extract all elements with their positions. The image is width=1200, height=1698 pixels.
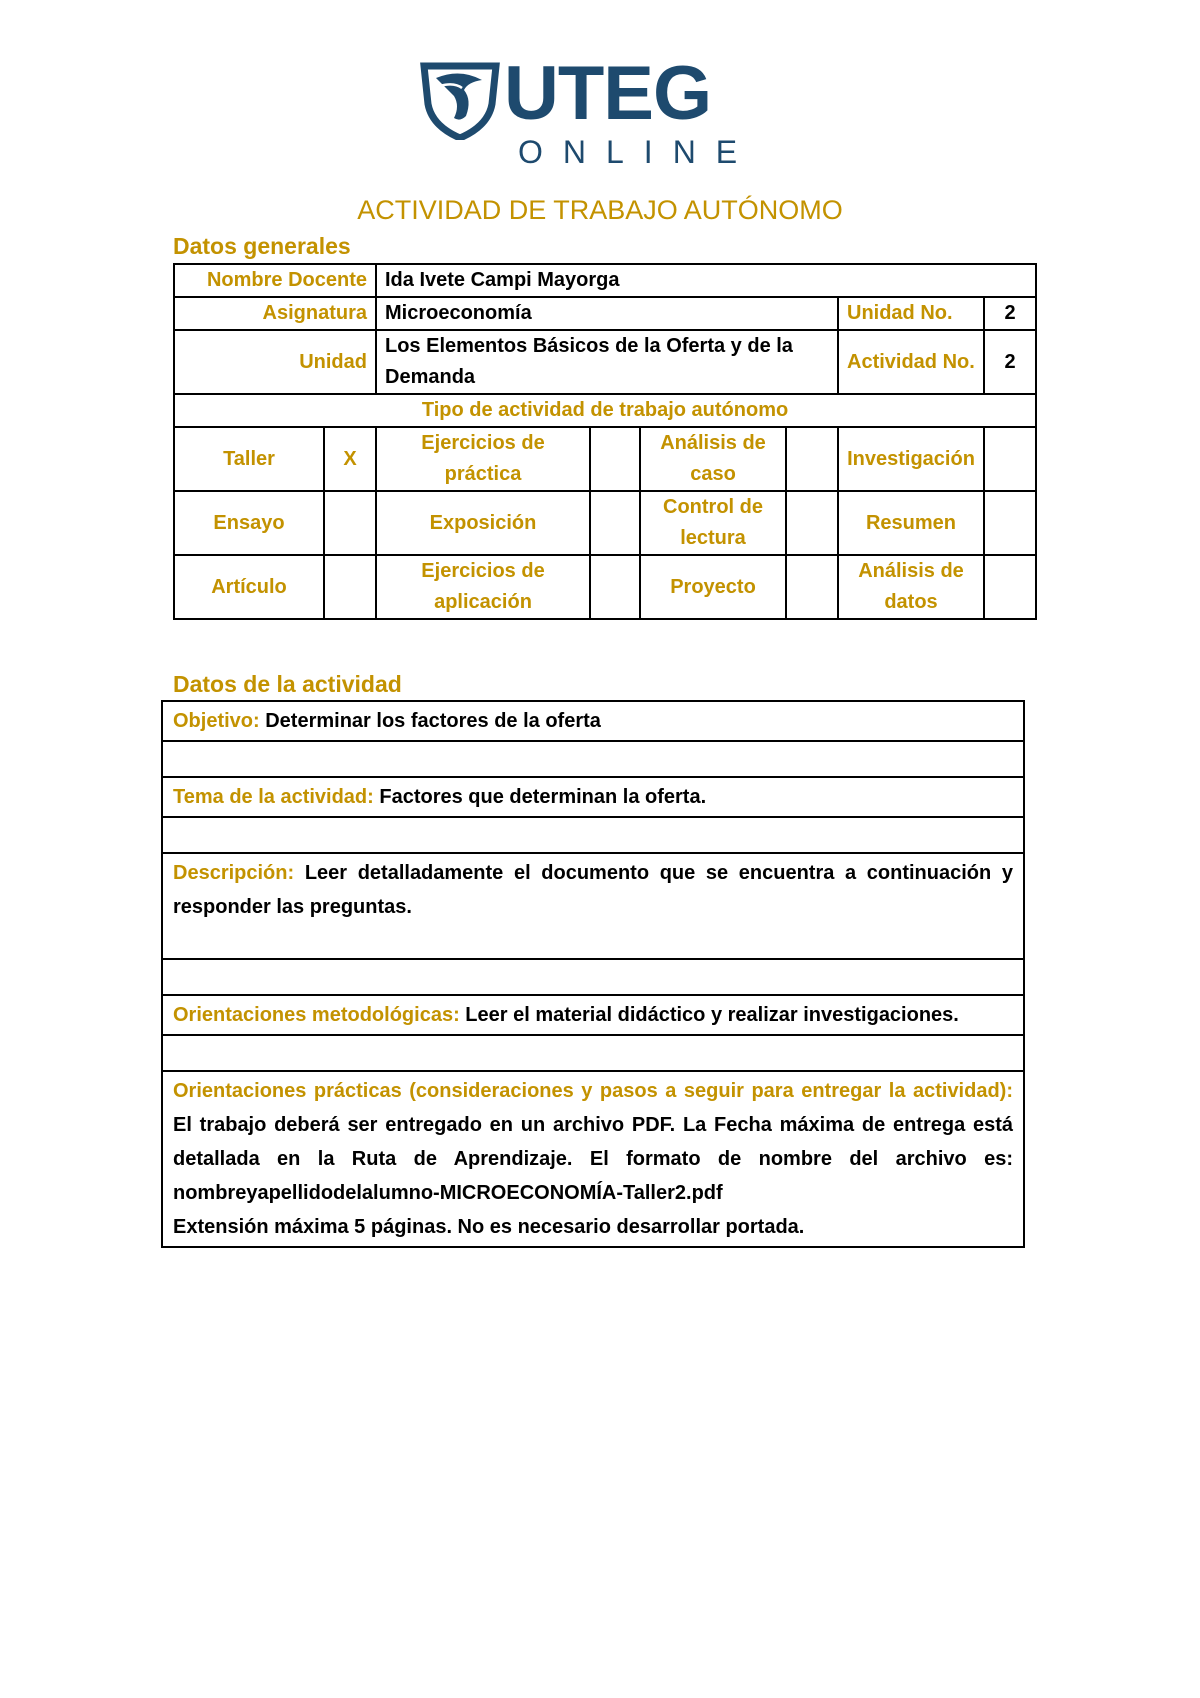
descripcion-label: Descripción:	[173, 862, 295, 884]
tipo-ejercicios-aplicacion-label: Ejercicios de aplicación	[376, 555, 590, 619]
general-heading: Datos generales	[173, 233, 351, 259]
tema-label: Tema de la actividad:	[173, 786, 374, 808]
tema-value: Factores que determinan la oferta.	[379, 786, 707, 808]
empty-row	[162, 817, 1024, 853]
table-row	[174, 491, 1036, 555]
document-title: ACTIVIDAD DE TRABAJO AUTÓNOMO	[357, 195, 843, 225]
table-row	[162, 777, 1024, 817]
descripcion-value: Leer detalladamente el documento que se encuentra a continuación y responder las preguntas.	[173, 862, 1013, 918]
objetivo-cell	[162, 701, 1024, 741]
tipo-ensayo-mark	[324, 491, 376, 555]
unidad-value: Los Elementos Básicos de la Oferta y de la Demanda	[376, 330, 838, 394]
table-row	[174, 555, 1036, 619]
tipo-analisis-caso-label: Análisis de caso	[640, 427, 786, 491]
practicas-value: El trabajo deberá ser entregado en un archivo PDF. La Fecha máxima de entrega está detallada en la Ruta de Aprendizaje. El formato de nombre del archivo es: nombreyapellidodelalumno-MICROECONOMÍA-Taller2.pdf	[173, 1114, 1013, 1204]
tipo-control-lectura-label: Control de lectura	[640, 491, 786, 555]
table-row	[174, 427, 1036, 491]
tipo-ejercicios-aplicacion-mark	[590, 555, 640, 619]
logo-sub-text: ONLINE	[518, 134, 758, 170]
empty-row	[162, 959, 1024, 995]
tipo-exposicion-label: Exposición	[376, 491, 590, 555]
tipo-proyecto-mark	[786, 555, 838, 619]
tipo-ejercicios-practica-label: Ejercicios de práctica	[376, 427, 590, 491]
metodologicas-value: Leer el material didáctico y realizar investigaciones.	[465, 1004, 959, 1026]
tipo-exposicion-mark	[590, 491, 640, 555]
table-row	[162, 741, 1024, 777]
docente-value: Ida Ivete Campi Mayorga	[376, 264, 1036, 297]
tipo-taller-label: Taller	[174, 427, 324, 491]
tipo-investigacion-mark	[984, 427, 1036, 491]
table-row	[174, 297, 1036, 330]
tipo-proyecto-label: Proyecto	[640, 555, 786, 619]
activity-data-table	[161, 700, 1025, 1248]
tipo-investigacion-label: Investigación	[838, 427, 984, 491]
tipo-ensayo-label: Ensayo	[174, 491, 324, 555]
practicas-extra: Extensión máxima 5 páginas. No es necesario desarrollar portada.	[173, 1216, 805, 1238]
empty-row	[162, 1035, 1024, 1071]
actividad-no-label: Actividad No.	[838, 330, 984, 394]
unidad-label: Unidad	[174, 330, 376, 394]
tipo-analisis-datos-label: Análisis de datos	[838, 555, 984, 619]
objetivo-label: Objetivo:	[173, 710, 260, 732]
descripcion-cell	[162, 853, 1024, 959]
tipo-control-lectura-mark	[786, 491, 838, 555]
table-row	[162, 1035, 1024, 1071]
tipo-analisis-datos-mark	[984, 555, 1036, 619]
tipo-taller-mark: X	[324, 427, 376, 491]
table-row	[174, 394, 1036, 427]
tipo-articulo-label: Artículo	[174, 555, 324, 619]
unidad-no-label: Unidad No.	[838, 297, 984, 330]
table-row	[162, 959, 1024, 995]
objetivo-value: Determinar los factores de la oferta	[265, 710, 601, 732]
asignatura-label: Asignatura	[174, 297, 376, 330]
tipo-resumen-mark	[984, 491, 1036, 555]
actividad-no-value: 2	[984, 330, 1036, 394]
docente-label: Nombre Docente	[174, 264, 376, 297]
shield-eagle-icon	[420, 60, 500, 140]
table-row	[162, 995, 1024, 1035]
table-row	[162, 817, 1024, 853]
tipo-analisis-caso-mark	[786, 427, 838, 491]
practicas-cell	[162, 1071, 1024, 1247]
metodologicas-label: Orientaciones metodológicas:	[173, 1004, 460, 1026]
metodologicas-cell	[162, 995, 1024, 1035]
table-row	[162, 701, 1024, 741]
tema-cell	[162, 777, 1024, 817]
asignatura-value: Microeconomía	[376, 297, 838, 330]
logo-brand-text: UTEG	[504, 51, 712, 136]
table-row	[174, 264, 1036, 297]
tipo-heading: Tipo de actividad de trabajo autónomo	[174, 394, 1036, 427]
tipo-resumen-label: Resumen	[838, 491, 984, 555]
table-row	[162, 853, 1024, 959]
activity-heading: Datos de la actividad	[173, 671, 402, 697]
table-row	[174, 330, 1036, 394]
empty-row	[162, 741, 1024, 777]
tipo-articulo-mark	[324, 555, 376, 619]
table-row	[162, 1071, 1024, 1247]
practicas-label: Orientaciones prácticas (consideraciones y pasos a seguir para entregar la actividad):	[173, 1080, 1013, 1102]
general-data-table	[173, 263, 1037, 620]
uteg-online-logo	[420, 51, 758, 172]
unidad-no-value: 2	[984, 297, 1036, 330]
tipo-ejercicios-practica-mark	[590, 427, 640, 491]
